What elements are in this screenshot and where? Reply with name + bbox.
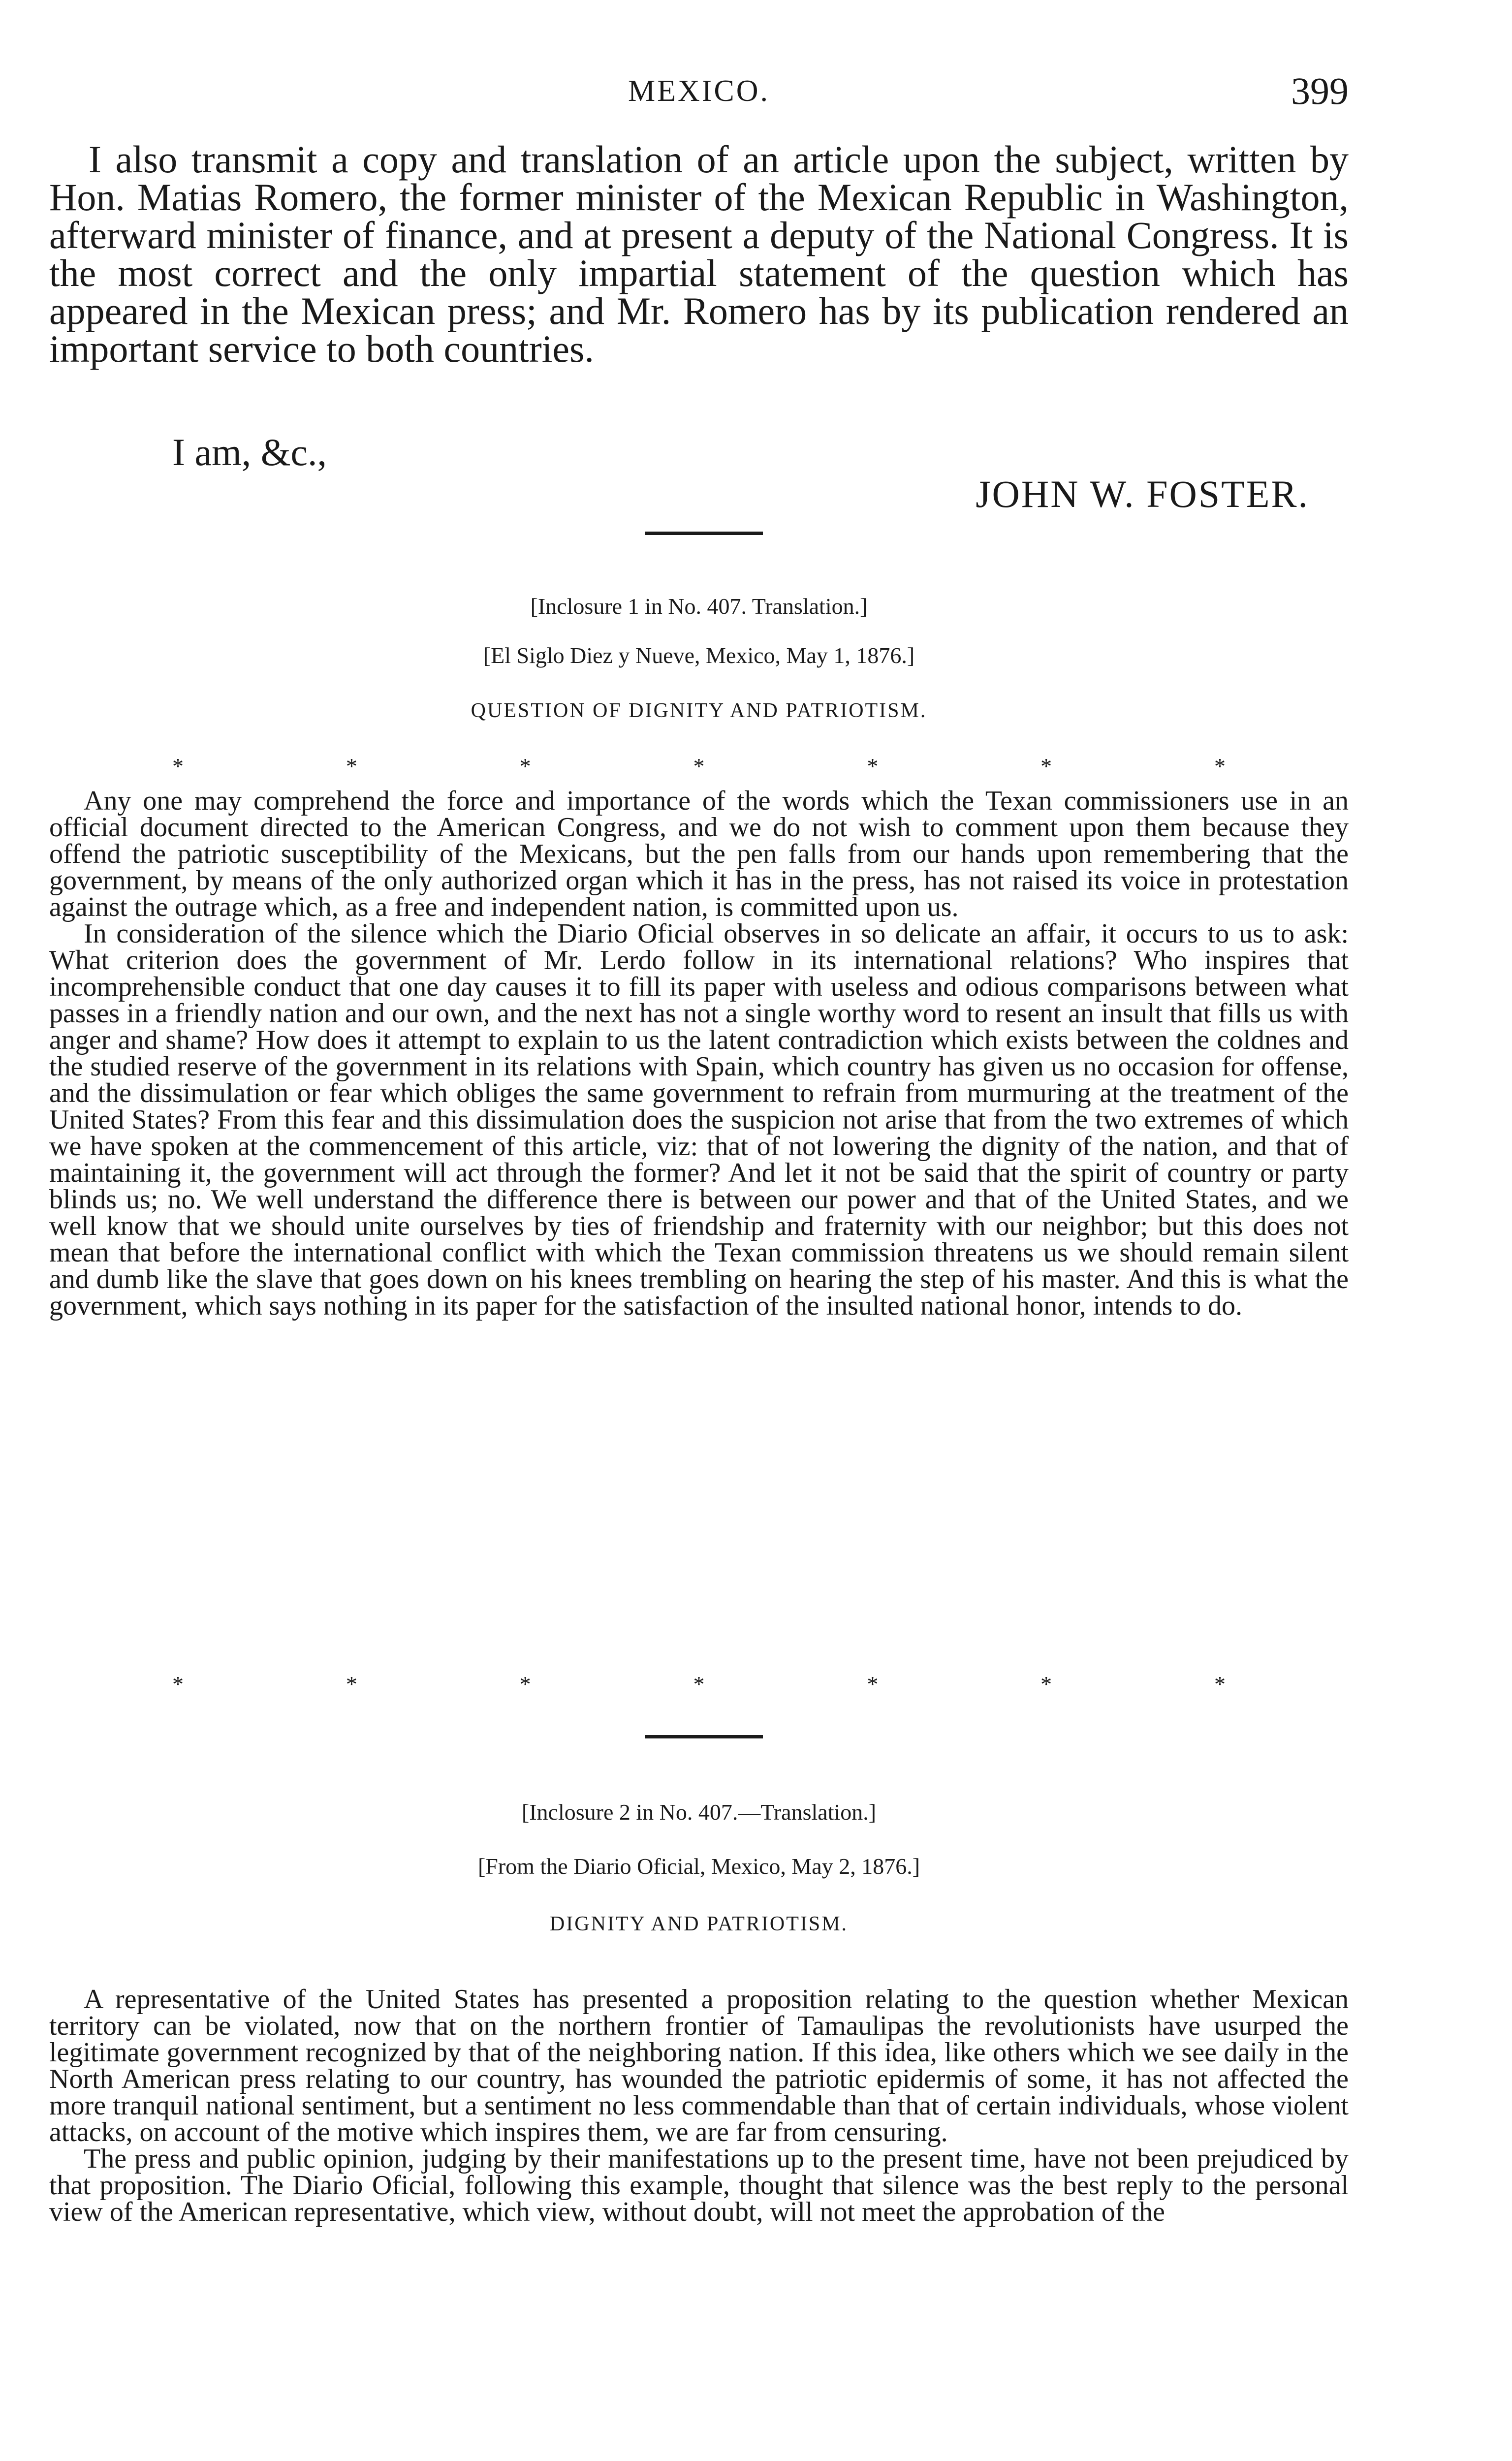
inclosure-2-label: [Inclosure 2 in No. 407.—Translation.] [521, 1799, 877, 1825]
ellipsis-star: * [867, 1672, 879, 1697]
ellipsis-star: * [346, 1672, 357, 1697]
inclosure-2-paragraph-2: The press and public opinion, judging by their manifestations up to the present time, have not been prejudiced by that proposition. The Diario Oficial, following this example, thought that silence was the best reply to the personal view of the American representative, which view, without doubt, will not meet the approbation of the [49, 2144, 1349, 2227]
letter-closing [49, 433, 1349, 513]
ellipsis-star: * [1040, 754, 1052, 779]
ellipsis-star: * [867, 754, 879, 779]
letter-paragraph: I also transmit a copy and translation of an article upon the subject, written by Hon. Matias Romero, the former minister of the Mexican Republic in Washington, afterward minister of finance, and at present a deputy of the National Congress. It is the most correct and the only impartial statement of the question which has appeared in the Mexican press; and Mr. Romero has by its publication rendered an important service to both countries. [49, 138, 1349, 370]
ellipsis-star: * [172, 1672, 184, 1697]
inclosure-2-paragraph-1: A representative of the United States has presented a proposition relating to the question whether Mexican territory can be violated, now that on the northern frontier of Tamaulipas the revolutionists have usurped the legitimate government recognized by that of the neighboring nation. If this idea, like others which we see daily in the North American press relating to our country, has wounded the patriotic epidermis of some, it has not affected the more tranquil national sentiment, but a sentiment no less commendable than that of certain individuals, whose violent attacks, on account of the motive which inspires them, we are far from censuring. [49, 1984, 1349, 2147]
inclosure-1-stars-bottom [49, 1671, 1349, 1697]
section-divider-1 [645, 532, 763, 535]
ellipsis-star: * [693, 754, 705, 779]
ellipsis-star: * [1214, 754, 1226, 779]
ellipsis-star: * [519, 1672, 531, 1697]
inclosure-1-paragraph-1: Any one may comprehend the force and importance of the words which the Texan commissioners use in an official document directed to the American Congress, and we do not wish to comment upon them because they offend the patriotic susceptibility of the Mexicans, but the pen falls from our hands upon remembering that the government, by means of the only authorized organ which it has in the press, has not raised its voice in protestation against the outrage which, as a free and independent nation, is committed upon us. [49, 786, 1349, 922]
ellipsis-star: * [1214, 1672, 1226, 1697]
inclosure-2-body [49, 1986, 1349, 2225]
inclosure-2-source: [From the Diario Oficial, Mexico, May 2, 1876.] [477, 1854, 920, 1879]
inclosure-1-label: [Inclosure 1 in No. 407. Translation.] [530, 594, 868, 619]
ellipsis-star: * [519, 754, 531, 779]
ellipsis-star: * [346, 754, 357, 779]
inclosure-1-stars-top [49, 753, 1349, 779]
page-header [49, 69, 1349, 128]
inclosure-1-body [49, 788, 1349, 1319]
letter-salutation: I am, &c., [172, 431, 327, 473]
inclosure-1-paragraph-2: In consideration of the silence which the Diario Oficial observes in so delicate an affair, it occurs to us to ask: What criterion does the government of Mr. Lerdo follow in its international relations? Who inspires that incomprehensible conduct that one day causes it to fill its paper with useless and odious comparisons between what passes in a friendly nation and our own, and the next has not a single worthy word to resent an insult that fills us with anger and shame? How does it attempt to explain to us the latent contradiction which exists between the coldnes and the studied reserve of the government in its relations with Spain, which country has given us no occasion for offense, and the dissimulation or fear which obliges the same government to refrain from murmuring at the treatment of the United States? From this fear and this dissimulation does the suspicion not arise that from the two extremes of which we have spoken at the commencement of this article, viz: that of not lowering the dignity of the nation, and that of maintaining it, the government will act through the former? And let it not be said that the spirit of country or party blinds us; no. We well understand the difference there is between our power and that of the United States, and we well know that we should unite ourselves by ties of friendship and fraternity with our neighbor; but this does not mean that before the international conflict with which the Texan commission threatens us we should remain silent and dumb like the slave that goes down on his knees trembling on hearing the step of his master. And this is what the government, which says nothing in its paper for the satisfaction of the insulted national honor, intends to do. [49, 918, 1349, 1321]
inclosure-2-title: DIGNITY AND PATRIOTISM. [549, 1913, 849, 1935]
ellipsis-star: * [1040, 1672, 1052, 1697]
letter-paragraph-block [49, 140, 1349, 368]
page-number: 399 [1291, 69, 1349, 112]
running-head: MEXICO. [628, 74, 770, 108]
section-divider-2 [645, 1735, 763, 1738]
letter-signature: JOHN W. FOSTER. [976, 473, 1309, 515]
ellipsis-star: * [693, 1672, 705, 1697]
ellipsis-star: * [172, 754, 184, 779]
inclosure-1-source: [El Siglo Diez y Nueve, Mexico, May 1, 1876.] [483, 643, 915, 668]
inclosure-1-title: QUESTION OF DIGNITY AND PATRIOTISM. [471, 699, 927, 722]
